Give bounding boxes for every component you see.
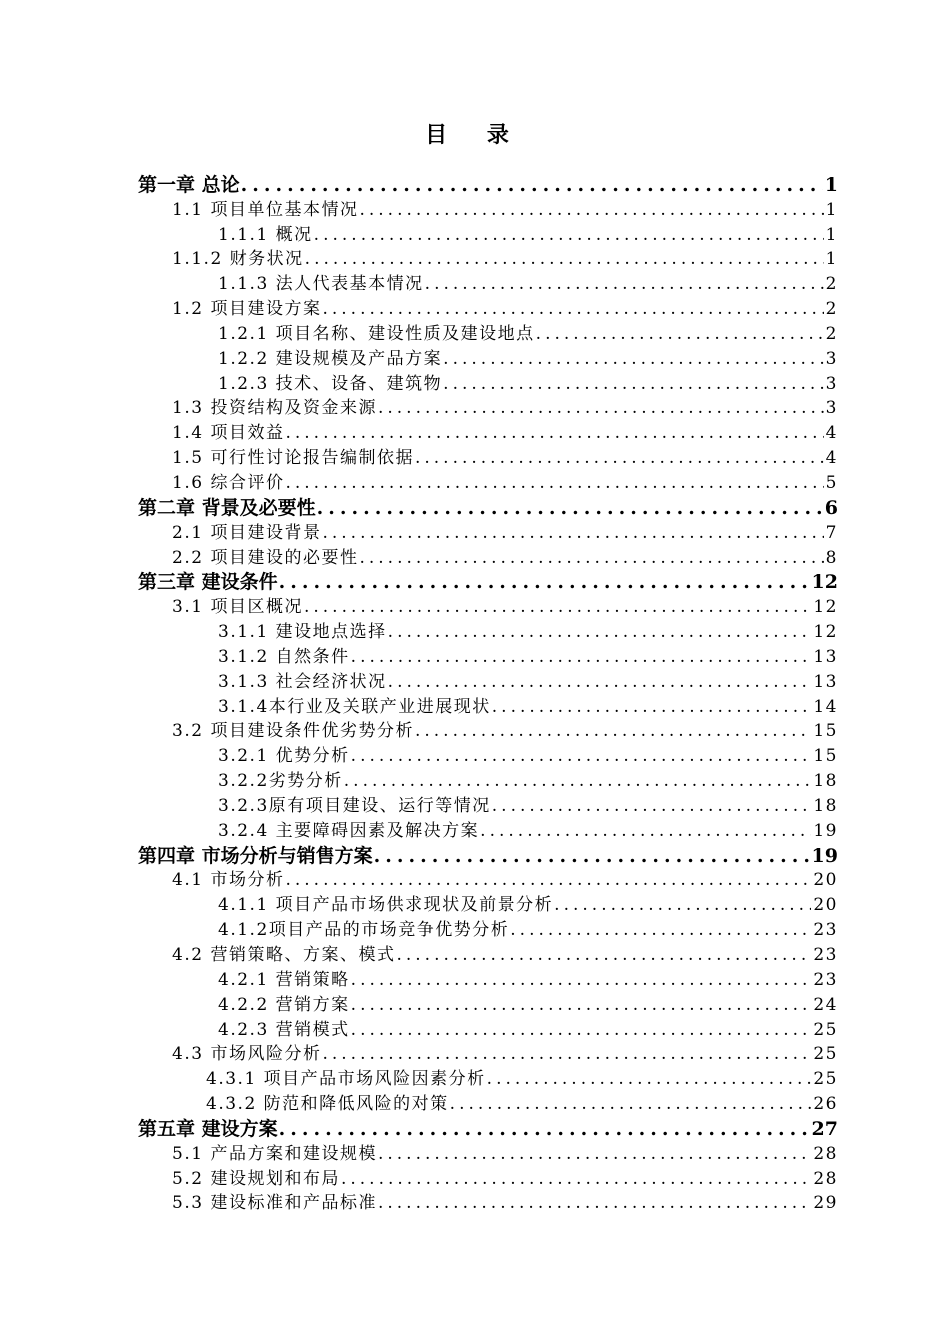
toc-entry-label: 1.2.2 建设规模及产品方案 xyxy=(218,348,443,369)
toc-chapter-entry[interactable] xyxy=(138,843,838,868)
toc-dot-leader xyxy=(305,248,824,271)
toc-entry-label: 4.3 市场风险分析 xyxy=(172,1044,322,1065)
toc-dot-leader xyxy=(285,869,811,892)
toc-entry-label: 4.2.3 营销模式 xyxy=(218,1019,350,1040)
toc-entry[interactable] xyxy=(138,396,838,421)
toc-entry-label: 第一章 总论 xyxy=(138,173,240,196)
toc-page-number: 3 xyxy=(825,373,838,394)
toc-dot-leader xyxy=(425,273,824,296)
toc-entry[interactable] xyxy=(138,669,838,694)
toc-entry[interactable] xyxy=(138,321,838,346)
toc-entry-label: 1.1.3 法人代表基本情况 xyxy=(218,274,424,295)
table-of-contents xyxy=(138,172,838,1215)
toc-entry-label: 1.6 综合评价 xyxy=(172,472,285,493)
toc-entry-label: 3.1 项目区概况 xyxy=(172,597,303,618)
toc-page-number: 4 xyxy=(825,448,838,469)
toc-entry[interactable] xyxy=(138,818,838,843)
toc-dot-leader xyxy=(396,944,811,967)
toc-entry[interactable] xyxy=(138,1091,838,1116)
toc-page-number: 28 xyxy=(813,1143,838,1164)
toc-entry-label: 5.1 产品方案和建设规模 xyxy=(172,1143,377,1164)
toc-dot-leader xyxy=(279,570,810,594)
toc-dot-leader xyxy=(510,919,811,942)
toc-entry-label: 1.5 可行性讨论报告编制依据 xyxy=(172,448,414,469)
toc-dot-leader xyxy=(378,1192,811,1215)
toc-page-number: 28 xyxy=(813,1168,838,1189)
toc-page-number: 4 xyxy=(825,423,838,444)
toc-page-number: 19 xyxy=(813,820,838,841)
toc-entry-label: 第五章 建设方案 xyxy=(138,1117,278,1140)
toc-entry[interactable] xyxy=(138,1042,838,1067)
toc-page-number: 12 xyxy=(813,597,838,618)
toc-entry-label: 2.2 项目建设的必要性 xyxy=(172,547,359,568)
page-title: 目 录 xyxy=(425,122,525,148)
toc-dot-leader xyxy=(378,1143,811,1166)
toc-entry[interactable] xyxy=(138,868,838,893)
toc-entry[interactable] xyxy=(138,644,838,669)
toc-page-number: 12 xyxy=(811,571,838,594)
toc-entry[interactable] xyxy=(138,892,838,917)
toc-dot-leader xyxy=(388,671,812,694)
toc-page-number: 2 xyxy=(825,323,838,344)
toc-entry-label: 1.2 项目建设方案 xyxy=(172,299,322,320)
toc-dot-leader xyxy=(492,696,812,719)
toc-page-number: 2 xyxy=(825,274,838,295)
toc-dot-leader xyxy=(388,621,812,644)
toc-page-number: 19 xyxy=(811,844,838,867)
toc-page-number: 23 xyxy=(813,969,838,990)
toc-entry[interactable] xyxy=(138,545,838,570)
toc-page-number: 25 xyxy=(813,1044,838,1065)
toc-dot-leader xyxy=(341,1168,811,1191)
toc-dot-leader xyxy=(351,745,812,768)
toc-entry[interactable] xyxy=(138,520,838,545)
toc-chapter-entry[interactable] xyxy=(138,495,838,520)
toc-dot-leader xyxy=(443,348,824,371)
toc-entry[interactable] xyxy=(138,420,838,445)
toc-dot-leader xyxy=(317,496,823,520)
toc-dot-leader xyxy=(443,373,824,396)
toc-dot-leader xyxy=(304,596,811,619)
toc-dot-leader xyxy=(351,646,812,669)
toc-dot-leader xyxy=(351,1019,812,1042)
toc-page-number: 5 xyxy=(825,472,838,493)
toc-entry-label: 4.1.1 项目产品市场供求现状及前景分析 xyxy=(218,895,554,916)
toc-page-number: 12 xyxy=(813,622,838,643)
toc-entry-label: 4.2 营销策略、方案、模式 xyxy=(172,945,396,965)
toc-dot-leader xyxy=(554,894,811,917)
toc-dot-leader xyxy=(536,323,824,346)
toc-chapter-entry[interactable] xyxy=(138,1116,838,1141)
toc-dot-leader xyxy=(322,522,823,545)
toc-entry[interactable] xyxy=(138,470,838,495)
toc-entry[interactable] xyxy=(138,271,838,296)
toc-page-number: 2 xyxy=(825,299,838,320)
toc-page-number: 18 xyxy=(813,771,838,792)
toc-entry[interactable] xyxy=(138,371,838,396)
toc-entry-label: 1.1.1 概况 xyxy=(218,224,313,245)
toc-entry-label: 4.2.2 营销方案 xyxy=(218,994,350,1015)
toc-dot-leader xyxy=(241,173,823,197)
toc-entry-label: 1.2.1 项目名称、建设性质及建设地点 xyxy=(218,323,535,344)
toc-entry-label: 第二章 背景及必要性 xyxy=(138,496,316,519)
toc-entry[interactable] xyxy=(138,1191,838,1216)
toc-page-number: 1 xyxy=(825,199,838,220)
toc-page-number: 27 xyxy=(811,1117,838,1140)
toc-entry[interactable] xyxy=(138,1066,838,1091)
toc-entry-label: 1.3 投资结构及资金来源 xyxy=(172,398,377,419)
toc-entry[interactable] xyxy=(138,1141,838,1166)
toc-entry-label: 1.1.2 财务状况 xyxy=(172,249,304,270)
toc-entry-label: 3.2.3原有项目建设、运行等情况 xyxy=(218,795,491,816)
toc-dot-leader xyxy=(359,547,823,570)
toc-dot-leader xyxy=(374,844,810,868)
toc-entry-label: 4.1 市场分析 xyxy=(172,870,285,891)
toc-entry[interactable] xyxy=(138,619,838,644)
toc-entry-label: 1.4 项目效益 xyxy=(172,423,285,444)
toc-page-number: 1 xyxy=(825,249,838,270)
toc-dot-leader xyxy=(480,820,811,843)
toc-entry-label: 3.2.2劣势分析 xyxy=(218,771,343,792)
toc-page-number: 3 xyxy=(825,398,838,419)
toc-page-number: 18 xyxy=(813,795,838,816)
toc-page-number: 25 xyxy=(813,1019,838,1040)
toc-dot-leader xyxy=(415,720,811,743)
toc-page-number: 20 xyxy=(813,870,838,891)
toc-dot-leader xyxy=(322,1043,811,1066)
toc-page-number: 13 xyxy=(813,646,838,667)
toc-entry-label: 3.2.1 优势分析 xyxy=(218,746,350,767)
toc-page-number: 8 xyxy=(825,547,838,568)
toc-entry-label: 5.3 建设标准和产品标准 xyxy=(172,1193,377,1214)
toc-dot-leader xyxy=(351,994,812,1017)
toc-entry-label: 4.2.1 营销策略 xyxy=(218,969,350,990)
toc-entry-label: 4.1.2项目产品的市场竞争优势分析 xyxy=(218,920,510,941)
toc-entry[interactable] xyxy=(138,222,838,247)
toc-entry[interactable] xyxy=(138,197,838,222)
toc-dot-leader xyxy=(415,447,824,470)
toc-page-number: 29 xyxy=(813,1193,838,1214)
toc-page-number: 1 xyxy=(824,173,838,196)
toc-entry[interactable] xyxy=(138,917,838,942)
toc-entry[interactable] xyxy=(138,594,838,619)
toc-chapter-entry[interactable] xyxy=(138,172,838,197)
toc-dot-leader xyxy=(285,472,823,495)
toc-entry-label: 3.2.4 主要障碍因素及解决方案 xyxy=(218,820,480,841)
toc-entry-label: 3.2 项目建设条件优劣势分析 xyxy=(172,721,414,742)
toc-dot-leader xyxy=(344,770,812,793)
toc-dot-leader xyxy=(285,422,823,445)
toc-dot-leader xyxy=(378,397,824,420)
toc-page-number: 26 xyxy=(813,1094,838,1115)
toc-entry-label: 3.1.1 建设地点选择 xyxy=(218,622,387,643)
toc-chapter-entry[interactable] xyxy=(138,570,838,595)
toc-entry[interactable] xyxy=(138,992,838,1017)
toc-entry[interactable] xyxy=(138,743,838,768)
toc-entry-label: 2.1 项目建设背景 xyxy=(172,522,322,543)
toc-page-number: 13 xyxy=(813,671,838,692)
toc-entry-label: 3.1.3 社会经济状况 xyxy=(218,671,387,692)
toc-page-number: 15 xyxy=(813,721,838,742)
toc-page-number: 1 xyxy=(825,224,838,245)
toc-entry-label: 1.1 项目单位基本情况 xyxy=(172,199,359,220)
toc-entry[interactable] xyxy=(138,346,838,371)
toc-entry[interactable] xyxy=(138,1017,838,1042)
toc-entry[interactable] xyxy=(138,942,838,967)
toc-page-number: 7 xyxy=(825,522,838,543)
toc-entry[interactable] xyxy=(138,719,838,744)
toc-entry[interactable] xyxy=(138,768,838,793)
toc-dot-leader xyxy=(279,1117,810,1141)
toc-entry-label: 4.3.1 项目产品市场风险因素分析 xyxy=(206,1069,486,1090)
toc-entry-label: 3.1.2 自然条件 xyxy=(218,646,350,667)
toc-page-number: 24 xyxy=(813,994,838,1015)
toc-entry-label: 3.1.4本行业及关联产业进展现状 xyxy=(218,696,491,717)
toc-page-number: 3 xyxy=(825,348,838,369)
toc-page-number: 14 xyxy=(813,696,838,717)
toc-entry[interactable] xyxy=(138,445,838,470)
toc-dot-leader xyxy=(450,1093,812,1116)
toc-entry[interactable] xyxy=(138,247,838,272)
toc-entry[interactable] xyxy=(138,1166,838,1191)
toc-entry-label: 4.3.2 防范和降低风险的对策 xyxy=(206,1094,449,1115)
toc-entry-label: 5.2 建设规划和布局 xyxy=(172,1168,340,1189)
toc-entry[interactable] xyxy=(138,296,838,321)
toc-page-number: 23 xyxy=(813,920,838,941)
toc-page-number: 20 xyxy=(813,895,838,916)
toc-dot-leader xyxy=(314,224,824,247)
toc-page-number: 15 xyxy=(813,746,838,767)
toc-page-number: 25 xyxy=(813,1069,838,1090)
toc-entry-label: 1.2.3 技术、设备、建筑物 xyxy=(218,373,443,394)
toc-page-number: 23 xyxy=(813,945,838,965)
toc-dot-leader xyxy=(351,969,812,992)
toc-dot-leader xyxy=(487,1068,812,1091)
toc-entry[interactable] xyxy=(138,694,838,719)
toc-dot-leader xyxy=(492,795,812,818)
toc-entry[interactable] xyxy=(138,967,838,992)
toc-dot-leader xyxy=(322,298,823,321)
toc-entry-label: 第四章 市场分析与销售方案 xyxy=(138,844,373,867)
toc-dot-leader xyxy=(359,199,823,222)
toc-page-number: 6 xyxy=(824,496,838,519)
toc-entry-label: 第三章 建设条件 xyxy=(138,571,278,594)
toc-entry[interactable] xyxy=(138,793,838,818)
